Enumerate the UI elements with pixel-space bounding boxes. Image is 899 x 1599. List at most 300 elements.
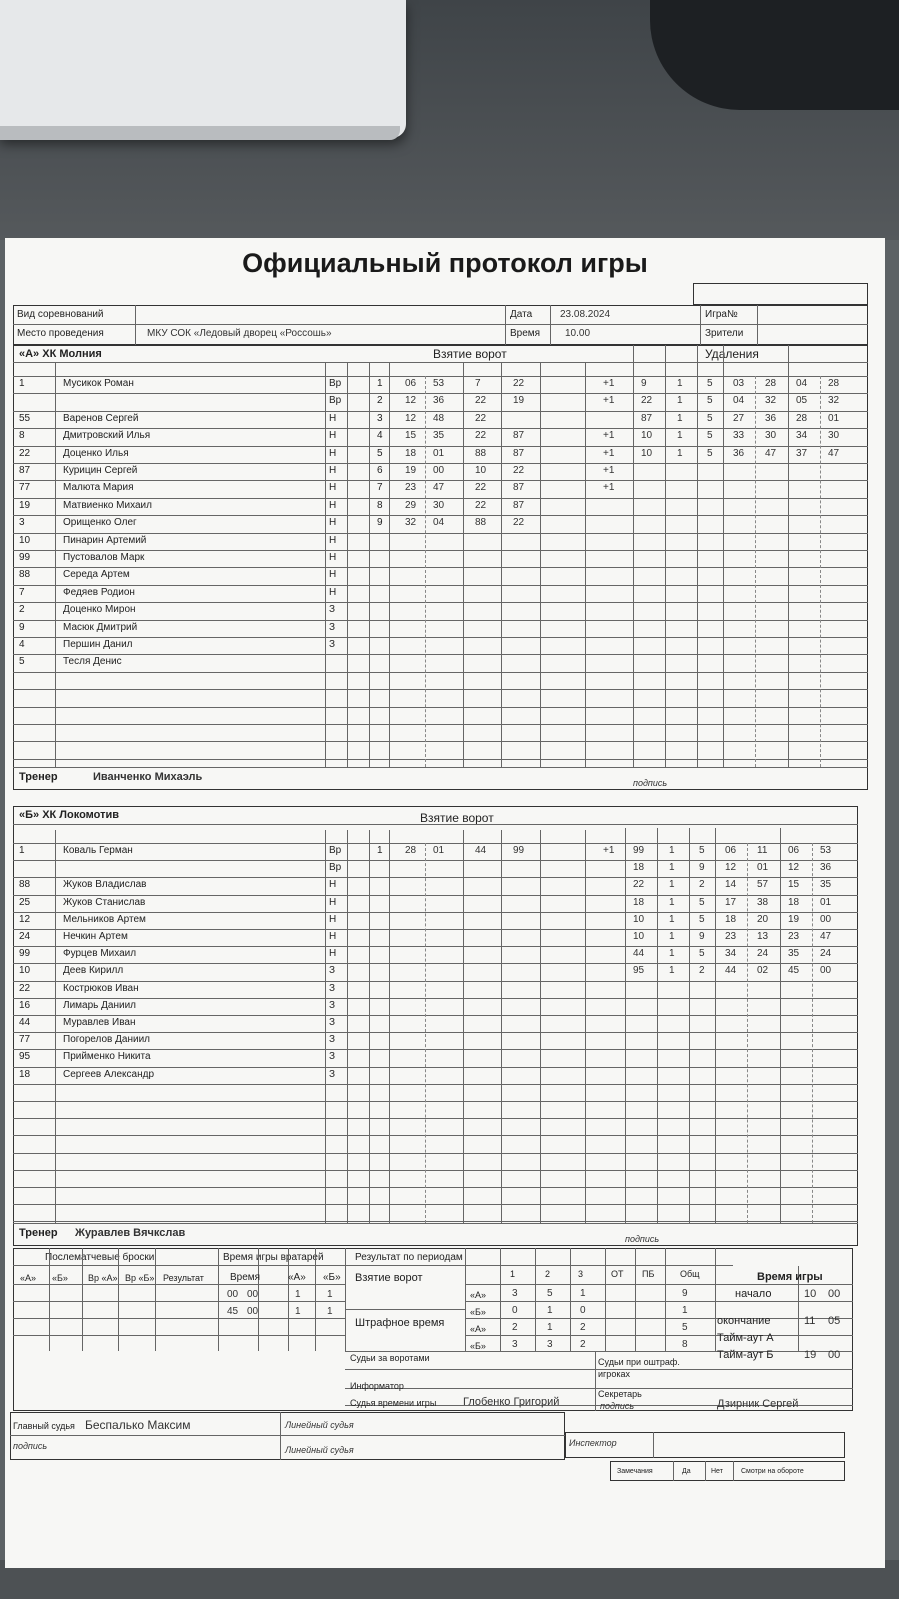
grid-line <box>13 480 868 481</box>
penalty-start-sec: 02 <box>757 965 769 977</box>
penalty-player: 18 <box>633 896 645 908</box>
grid-line <box>13 1170 858 1171</box>
penalty-reason: 9 <box>699 931 705 942</box>
player-name: Прийменко Никита <box>63 1051 151 1063</box>
penalty-end-sec: 36 <box>820 862 832 874</box>
penalty-end-min: 34 <box>796 430 808 442</box>
player-position: З <box>329 1034 336 1046</box>
time-value: 10.00 <box>565 328 591 339</box>
goal-assist: 22 <box>513 378 525 389</box>
goal-number: 6 <box>377 465 383 476</box>
grid-line <box>13 637 868 638</box>
grid-line <box>13 929 858 930</box>
penalty-end-sec: 30 <box>828 430 840 442</box>
grid-line <box>347 830 348 1223</box>
player-position: Н <box>329 447 337 459</box>
penalty-start-sec: 01 <box>757 862 769 874</box>
player-position: Н <box>329 896 337 908</box>
grid-line <box>345 1248 346 1351</box>
player-position: Н <box>329 499 337 511</box>
penalty-end-min: 19 <box>788 913 800 925</box>
penalty-player: 99 <box>633 845 645 856</box>
period-value: 0 <box>580 1305 586 1316</box>
goal-minute: 29 <box>405 499 417 511</box>
goal-scorer: 7 <box>475 378 481 389</box>
goal-scorer: 22 <box>475 499 487 511</box>
player-name: Пустовалов Марк <box>63 552 145 563</box>
penalty-start-min: 17 <box>725 896 737 908</box>
game-time-title: Время игры <box>757 1271 823 1283</box>
grid-line <box>13 1084 858 1085</box>
grid-line <box>13 877 858 878</box>
player-number: 2 <box>19 604 25 616</box>
penalty-minutes: 1 <box>677 395 683 407</box>
team-a-penalties-title: Удаления <box>705 347 759 361</box>
spectators-label: Зрители <box>705 328 744 339</box>
referee-signature-label: подпись <box>13 1441 48 1451</box>
penalty-player: 22 <box>633 879 645 891</box>
player-name: Мельников Артем <box>63 913 146 925</box>
see-back-label: Смотри на обороте <box>741 1468 804 1475</box>
player-name: Середа Артем <box>63 569 130 581</box>
player-position: Н <box>329 534 337 546</box>
player-number: 3 <box>19 517 25 529</box>
team-b-coach-label: Тренер <box>19 1227 58 1239</box>
player-position: Н <box>329 412 337 424</box>
player-number: 1 <box>19 378 25 389</box>
penalty-minutes: 1 <box>669 931 675 942</box>
goal-second: 35 <box>433 430 445 442</box>
player-position: З <box>329 639 336 650</box>
penalty-start-min: 34 <box>725 948 737 960</box>
period-value: 1 <box>547 1322 553 1333</box>
penalty-player: 95 <box>633 965 645 977</box>
grid-line <box>465 1335 715 1336</box>
gk-team-b: 1 <box>327 1306 333 1317</box>
player-name: Курицин Сергей <box>63 465 138 476</box>
penalty-end-min: 23 <box>788 931 800 942</box>
grid-line <box>13 376 868 377</box>
team-a-signature-label: подпись <box>633 778 668 788</box>
shootout-col-gk-a: Вр «А» <box>88 1273 118 1283</box>
linesman-label: Линейный судья <box>285 1420 354 1430</box>
grid-line <box>595 1351 596 1411</box>
penalty-start-sec: 47 <box>765 447 777 459</box>
grid-line <box>425 376 426 767</box>
goal-assist: 19 <box>513 395 525 407</box>
player-name: Матвиенко Михаил <box>63 499 152 511</box>
penalty-reason: 5 <box>707 395 713 407</box>
penalty-start-min: 03 <box>733 378 745 389</box>
player-name: Фурцев Михаил <box>63 948 137 960</box>
grid-line <box>540 830 541 1223</box>
penalty-start-min: 33 <box>733 430 745 442</box>
grid-line <box>780 828 781 1223</box>
goals-team-a-label: «А» <box>470 1290 487 1300</box>
grid-line <box>13 446 868 447</box>
grid-line <box>389 363 390 767</box>
grid-line <box>13 981 858 982</box>
timeout-b-hours: 19 <box>804 1349 817 1361</box>
penalty-minutes: 1 <box>669 896 675 908</box>
goal-second: 04 <box>433 517 445 529</box>
grid-line <box>465 1318 715 1319</box>
grid-line <box>715 1284 853 1285</box>
player-number: 18 <box>19 1068 31 1080</box>
player-name: Коваль Герман <box>63 845 133 856</box>
player-position: Н <box>329 913 337 925</box>
penalty-start-sec: 38 <box>757 896 769 908</box>
penalty-start-min: 18 <box>725 913 737 925</box>
goal-scorer: 44 <box>475 845 487 856</box>
grid-line <box>13 998 858 999</box>
penalty-start-min: 44 <box>725 965 737 977</box>
grid-line <box>585 830 586 1223</box>
penalty-start-min: 14 <box>725 879 737 891</box>
grid-line <box>633 345 634 767</box>
player-number: 99 <box>19 552 31 563</box>
penalty-end-min: 15 <box>788 879 800 891</box>
goal-second: 01 <box>433 845 445 856</box>
penalty-end-min: 06 <box>788 845 800 856</box>
goal-number: 2 <box>377 395 383 407</box>
player-position: З <box>329 621 336 633</box>
goal-number: 5 <box>377 447 383 459</box>
penalty-end-min: 04 <box>796 378 808 389</box>
period-value: 1 <box>682 1305 688 1316</box>
grid-line <box>13 860 858 861</box>
grid-line <box>715 1301 853 1302</box>
team-a-coach-label: Тренер <box>19 771 58 783</box>
grid-line <box>13 1204 858 1205</box>
gk-col-a: «А» <box>288 1272 306 1283</box>
penalty-end-min: 18 <box>788 896 800 908</box>
player-name: Доценко Мирон <box>63 604 136 616</box>
secretary-name: Дзирник Сергей <box>717 1398 799 1410</box>
goal-scorer: 22 <box>475 395 487 407</box>
player-number: 25 <box>19 896 31 908</box>
timekeeper-label: Судья времени игры <box>350 1398 437 1408</box>
player-number: 5 <box>19 656 25 668</box>
grid-line <box>13 1153 858 1154</box>
period-value: 1 <box>580 1288 586 1299</box>
grid-line <box>13 946 858 947</box>
penalty-player: 10 <box>641 430 653 442</box>
penalty-start-sec: 36 <box>765 412 777 424</box>
player-position: З <box>329 604 336 616</box>
penalty-reason: 5 <box>699 896 705 908</box>
player-name: Мусикок Роман <box>63 378 134 389</box>
player-position: Н <box>329 879 337 891</box>
goal-assist: 87 <box>513 482 525 494</box>
grid-line <box>715 828 716 1223</box>
goal-situation: +1 <box>603 378 615 389</box>
grid-line <box>13 393 868 394</box>
goal-minute: 23 <box>405 482 417 494</box>
grid-line <box>755 376 756 767</box>
penalty-minutes: 1 <box>677 430 683 442</box>
end-label: окончание <box>717 1315 771 1327</box>
grid-line <box>820 376 821 767</box>
penalty-start-min: 06 <box>725 845 737 856</box>
grid-line <box>13 602 868 603</box>
period-col-header: ОТ <box>611 1269 624 1279</box>
goal-number: 3 <box>377 412 383 424</box>
timeout-b-minutes: 00 <box>828 1349 841 1361</box>
grid-line <box>369 830 370 1223</box>
period-value: 8 <box>682 1339 688 1350</box>
player-position: Вр <box>329 395 342 407</box>
gk-time-minutes: 45 <box>227 1306 239 1317</box>
grid-line <box>463 363 464 767</box>
penalty-end-sec: 00 <box>820 913 832 925</box>
player-name: Малюта Мария <box>63 482 134 494</box>
grid-line <box>345 1309 465 1310</box>
player-number: 1 <box>19 845 25 856</box>
player-position: Н <box>329 569 337 581</box>
gk-col-b: «Б» <box>323 1272 341 1283</box>
period-col-header: 1 <box>510 1269 516 1279</box>
goal-minute: 12 <box>405 395 417 407</box>
goal-situation: +1 <box>603 465 615 476</box>
player-name: Погорелов Даниил <box>63 1034 150 1046</box>
penalty-end-sec: 32 <box>828 395 840 407</box>
penalty-minutes: 1 <box>669 879 675 891</box>
player-name: Орищенко Олег <box>63 517 137 529</box>
grid-line <box>13 672 868 673</box>
grid-line <box>665 345 666 767</box>
player-number: 24 <box>19 931 31 942</box>
team-a-name: «А» ХК Молния <box>19 348 102 360</box>
player-number: 19 <box>19 499 31 511</box>
grid-line <box>13 689 868 690</box>
grid-line <box>13 1101 858 1102</box>
goal-number: 4 <box>377 430 383 442</box>
timeout-b-label: Тайм-аут Б <box>717 1349 774 1361</box>
player-position: Н <box>329 552 337 563</box>
penalty-minutes: 1 <box>669 948 675 960</box>
penalty-end-sec: 01 <box>828 412 840 424</box>
goal-scorer: 88 <box>475 447 487 459</box>
penalty-minutes: 1 <box>677 378 683 389</box>
penalty-reason: 5 <box>699 913 705 925</box>
penalty-start-sec: 32 <box>765 395 777 407</box>
grid-line <box>13 550 868 551</box>
competition-label: Вид соревнований <box>17 309 104 320</box>
penalty-reason: 9 <box>699 862 705 874</box>
goal-minute: 18 <box>405 447 417 459</box>
grid-line <box>13 1118 858 1119</box>
grid-line <box>812 843 813 1223</box>
goals-team-b-label: «Б» <box>470 1307 486 1317</box>
player-position: Вр <box>329 845 342 856</box>
period-col-header: 2 <box>545 1269 551 1279</box>
corner-box <box>693 283 868 305</box>
venue-value: МКУ СОК «Ледовый дворец «Россошь» <box>147 328 332 339</box>
player-name: Федяев Родион <box>63 586 135 598</box>
gk-time-seconds: 00 <box>247 1306 259 1317</box>
grid-line <box>389 830 390 1223</box>
protocol-sheet <box>5 238 885 1568</box>
player-position: З <box>329 999 336 1011</box>
grid-line <box>13 895 858 896</box>
grid-line <box>697 345 698 767</box>
goal-second: 36 <box>433 395 445 407</box>
grid-line <box>13 707 868 708</box>
penalty-end-min: 37 <box>796 447 808 459</box>
player-name: Варенов Сергей <box>63 412 139 424</box>
goal-number: 1 <box>377 378 383 389</box>
player-name: Жуков Станислав <box>63 896 146 908</box>
grid-line <box>13 843 858 844</box>
period-col-header: ПБ <box>642 1269 655 1279</box>
penalty-start-min: 12 <box>725 862 737 874</box>
grid-line <box>13 1049 858 1050</box>
venue-label: Место проведения <box>17 328 104 339</box>
grid-line <box>13 567 868 568</box>
grid-line <box>13 463 868 464</box>
penalty-start-sec: 20 <box>757 913 769 925</box>
goal-minute: 28 <box>405 845 417 856</box>
penalty-reason: 5 <box>699 948 705 960</box>
penalty-reason: 2 <box>699 879 705 891</box>
grid-line <box>723 345 724 767</box>
main-referee-name: Беспалько Максим <box>85 1418 191 1432</box>
grid-line <box>13 620 868 621</box>
period-value: 1 <box>547 1305 553 1316</box>
penalty-end-sec: 47 <box>820 931 832 942</box>
goal-situation: +1 <box>603 447 615 459</box>
penalty-start-sec: 11 <box>757 845 768 856</box>
grid-line <box>747 843 748 1223</box>
goal-minute: 06 <box>405 378 417 389</box>
penalty-start-min: 27 <box>733 412 745 424</box>
player-position: З <box>329 965 336 977</box>
goal-second: 30 <box>433 499 445 511</box>
grid-line <box>689 828 690 1223</box>
penalty-player: 44 <box>633 948 645 960</box>
player-number: 55 <box>19 412 31 424</box>
shootout-col-b: «Б» <box>52 1273 68 1283</box>
penalty-end-sec: 01 <box>820 896 832 908</box>
gk-time-title: Время игры вратарей <box>223 1252 324 1263</box>
player-number: 9 <box>19 621 25 633</box>
grid-line <box>13 515 868 516</box>
penalty-end-sec: 47 <box>828 447 840 459</box>
grid-line <box>501 830 502 1223</box>
goal-second: 01 <box>433 447 445 459</box>
player-position: Н <box>329 430 337 442</box>
penalty-reason: 5 <box>707 430 713 442</box>
grid-line <box>13 498 868 499</box>
player-number: 8 <box>19 430 25 442</box>
start-label: начало <box>735 1288 772 1300</box>
penalty-start-sec: 57 <box>757 879 769 891</box>
grid-line <box>501 363 502 767</box>
start-minutes: 00 <box>828 1288 841 1300</box>
player-name: Доценко Илья <box>63 447 129 459</box>
penalty-judges-label: Судьи при оштраф. игроках <box>598 1357 680 1379</box>
player-number: 77 <box>19 1034 31 1046</box>
pim-team-b-label: «Б» <box>470 1341 486 1351</box>
time-label: Время <box>510 328 541 339</box>
player-number: 77 <box>19 482 31 494</box>
goal-situation: +1 <box>603 430 615 442</box>
grid-line <box>13 1284 345 1285</box>
grid-line <box>585 363 586 767</box>
goal-assist: 22 <box>513 517 525 529</box>
penalty-end-sec: 24 <box>820 948 832 960</box>
page-title: Официальный протокол игры <box>242 248 648 278</box>
grid-line <box>55 363 56 767</box>
period-col-header: 3 <box>578 1269 584 1279</box>
end-minutes: 05 <box>828 1315 841 1327</box>
goal-second: 48 <box>433 412 445 424</box>
grid-line <box>13 741 868 742</box>
goal-minute: 32 <box>405 517 417 529</box>
yes-label: Да <box>682 1468 691 1475</box>
penalty-player: 9 <box>641 378 647 389</box>
goal-assist: 22 <box>513 465 525 476</box>
grid-line <box>463 830 464 1223</box>
grid-line <box>325 830 326 1223</box>
player-name: Деев Кирилл <box>63 965 124 977</box>
goals-row-label: Взятие ворот <box>355 1272 423 1284</box>
grid-line <box>13 1335 345 1336</box>
grid-line <box>788 345 789 767</box>
grid-line <box>13 1301 345 1302</box>
pim-row-label: Штрафное время <box>355 1317 445 1329</box>
period-col-header: Общ <box>680 1269 700 1279</box>
penalty-reason: 5 <box>707 447 713 459</box>
penalty-end-min: 05 <box>796 395 808 407</box>
penalty-end-min: 12 <box>788 862 800 874</box>
penalty-player: 18 <box>633 862 645 874</box>
player-number: 10 <box>19 965 31 977</box>
player-name: Муравлев Иван <box>63 1017 136 1028</box>
grid-line <box>13 759 868 760</box>
grid-line <box>13 1067 858 1068</box>
player-name: Першин Данил <box>63 639 133 650</box>
linesman2-label: Линейный судья <box>285 1445 354 1455</box>
shootout-col-gk-b: Вр «Б» <box>125 1273 155 1283</box>
team-b-name: «Б» ХК Локомотив <box>19 809 120 821</box>
goal-second: 53 <box>433 378 445 389</box>
player-name: Тесля Денис <box>63 656 122 668</box>
grid-line <box>13 1187 858 1188</box>
gk-time-minutes: 00 <box>227 1289 239 1300</box>
goal-assist: 99 <box>513 845 525 856</box>
penalty-minutes: 1 <box>677 447 683 459</box>
goal-situation: +1 <box>603 845 615 856</box>
timeout-a-label: Тайм-аут А <box>717 1332 774 1344</box>
shootout-title: Послематчевые броски <box>45 1252 155 1263</box>
player-name: Масюк Дмитрий <box>63 621 138 633</box>
penalty-minutes: 1 <box>669 862 675 874</box>
dark-object <box>650 0 899 110</box>
player-name: Нечкин Артем <box>63 931 128 942</box>
player-position: Н <box>329 517 337 529</box>
player-number: 4 <box>19 639 25 650</box>
grid-line <box>13 912 858 913</box>
player-number: 87 <box>19 465 31 476</box>
period-value: 2 <box>580 1339 586 1350</box>
penalty-start-sec: 28 <box>765 378 777 389</box>
goal-minute: 19 <box>405 465 417 476</box>
player-number: 88 <box>19 569 31 581</box>
player-position: З <box>329 982 336 994</box>
player-position: З <box>329 1068 336 1080</box>
